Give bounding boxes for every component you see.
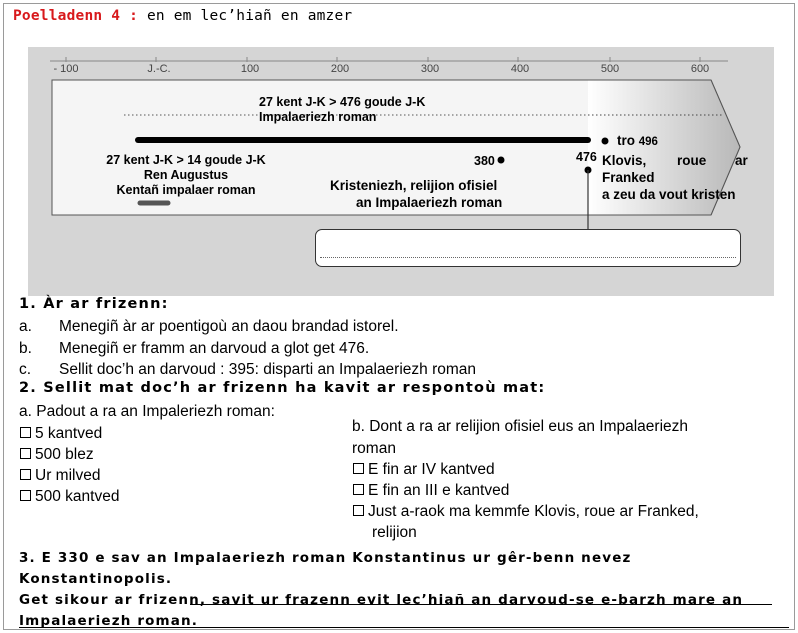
q2b-option[interactable]: Just a-raok ma kemmfe Klovis, roue ar Franked, [353,503,699,521]
checkbox-icon[interactable] [20,427,31,438]
checkbox-icon[interactable] [353,505,364,516]
year-476-label: 476 [576,150,597,164]
q2a-option[interactable]: 5 kantved [20,425,102,443]
tick-label: 200 [330,63,350,75]
tick-label: 100 [240,63,260,75]
tick-label: - 100 [53,63,79,75]
checkbox-icon[interactable] [353,463,364,474]
augustus-label: 27 kent J-K > 14 goude J-K Ren Augustus Kentañ impalaer roman [106,153,266,197]
timeline-figure [28,47,774,296]
checkbox-icon[interactable] [20,490,31,501]
q2-heading: 2. Sellit mat doc’h ar frizenn ha kavit ar respontoù mat: [19,380,546,396]
q2b-option[interactable]: E fin ar IV kantved [353,461,495,479]
point-496 [602,138,609,145]
q2b-option3-continuation: relijion [372,524,417,541]
q2b-option[interactable]: E fin an III e kantved [353,482,509,500]
exercise-number: Poelladenn 4 : [13,8,139,24]
tick-label: 500 [600,63,620,75]
tick-label: 600 [690,63,710,75]
tick-label: 400 [510,63,530,75]
tro-label: tro 496 [617,133,658,148]
q3-prompt: 3. E 330 e sav an Impalaeriezh roman Konstantinus ur gêr-benn nevez Konstantinopolis. Get sikour ar frizenn, savit ur frazenn evit lec’hiañ an darvoud-se e-barzh mare an Impalaeriezh roman. [19,550,744,629]
point-380 [498,157,505,164]
q2b-question-line1: b. Dont a ra ar relijion ofisiel eus an Impalaeriezh [352,418,689,435]
q1-item-b: b. Menegiñ er framm an darvoud a glot get 476. [19,340,370,357]
empire-span-label: 27 kent J-K > 476 goude J-K Impalaeriezh roman [259,95,426,124]
checkbox-icon[interactable] [20,448,31,459]
klovis-label: Klovis, roue ar Franked a zeu da vout kristen [602,153,748,202]
year-380-label: 380 [474,154,495,168]
q2b-question-line2: roman [352,440,396,457]
answer-line[interactable] [19,627,789,628]
q1-heading: 1. Àr ar frizenn: [19,296,169,312]
tick-label: 300 [420,63,440,75]
exercise-subtitle: en em lec’hiañ en amzer [138,8,353,24]
tick-label: J.-C. [147,63,171,75]
religion-label: Kristeniezh, relijion ofisiel an Impalaeriezh roman [330,178,503,210]
q2a-option[interactable]: 500 blez [20,446,94,464]
q2a-question: a. Padout a ra an Impaleriezh roman: [19,403,275,420]
q2a-option[interactable]: 500 kantved [20,488,119,506]
dotted-answer-line [320,257,736,258]
checkbox-icon[interactable] [20,469,31,480]
q1-item-a: a. Menegiñ àr ar poentigoù an daou brandad istorel. [19,318,399,335]
checkbox-icon[interactable] [353,484,364,495]
answer-box-476[interactable] [315,229,741,267]
q1-item-c: c. Sellit doc’h an darvoud : 395: disparti an Impalaeriezh roman [19,361,477,378]
q2a-option[interactable]: Ur milved [20,467,100,485]
answer-line[interactable] [190,604,772,605]
exercise-title [13,8,352,24]
